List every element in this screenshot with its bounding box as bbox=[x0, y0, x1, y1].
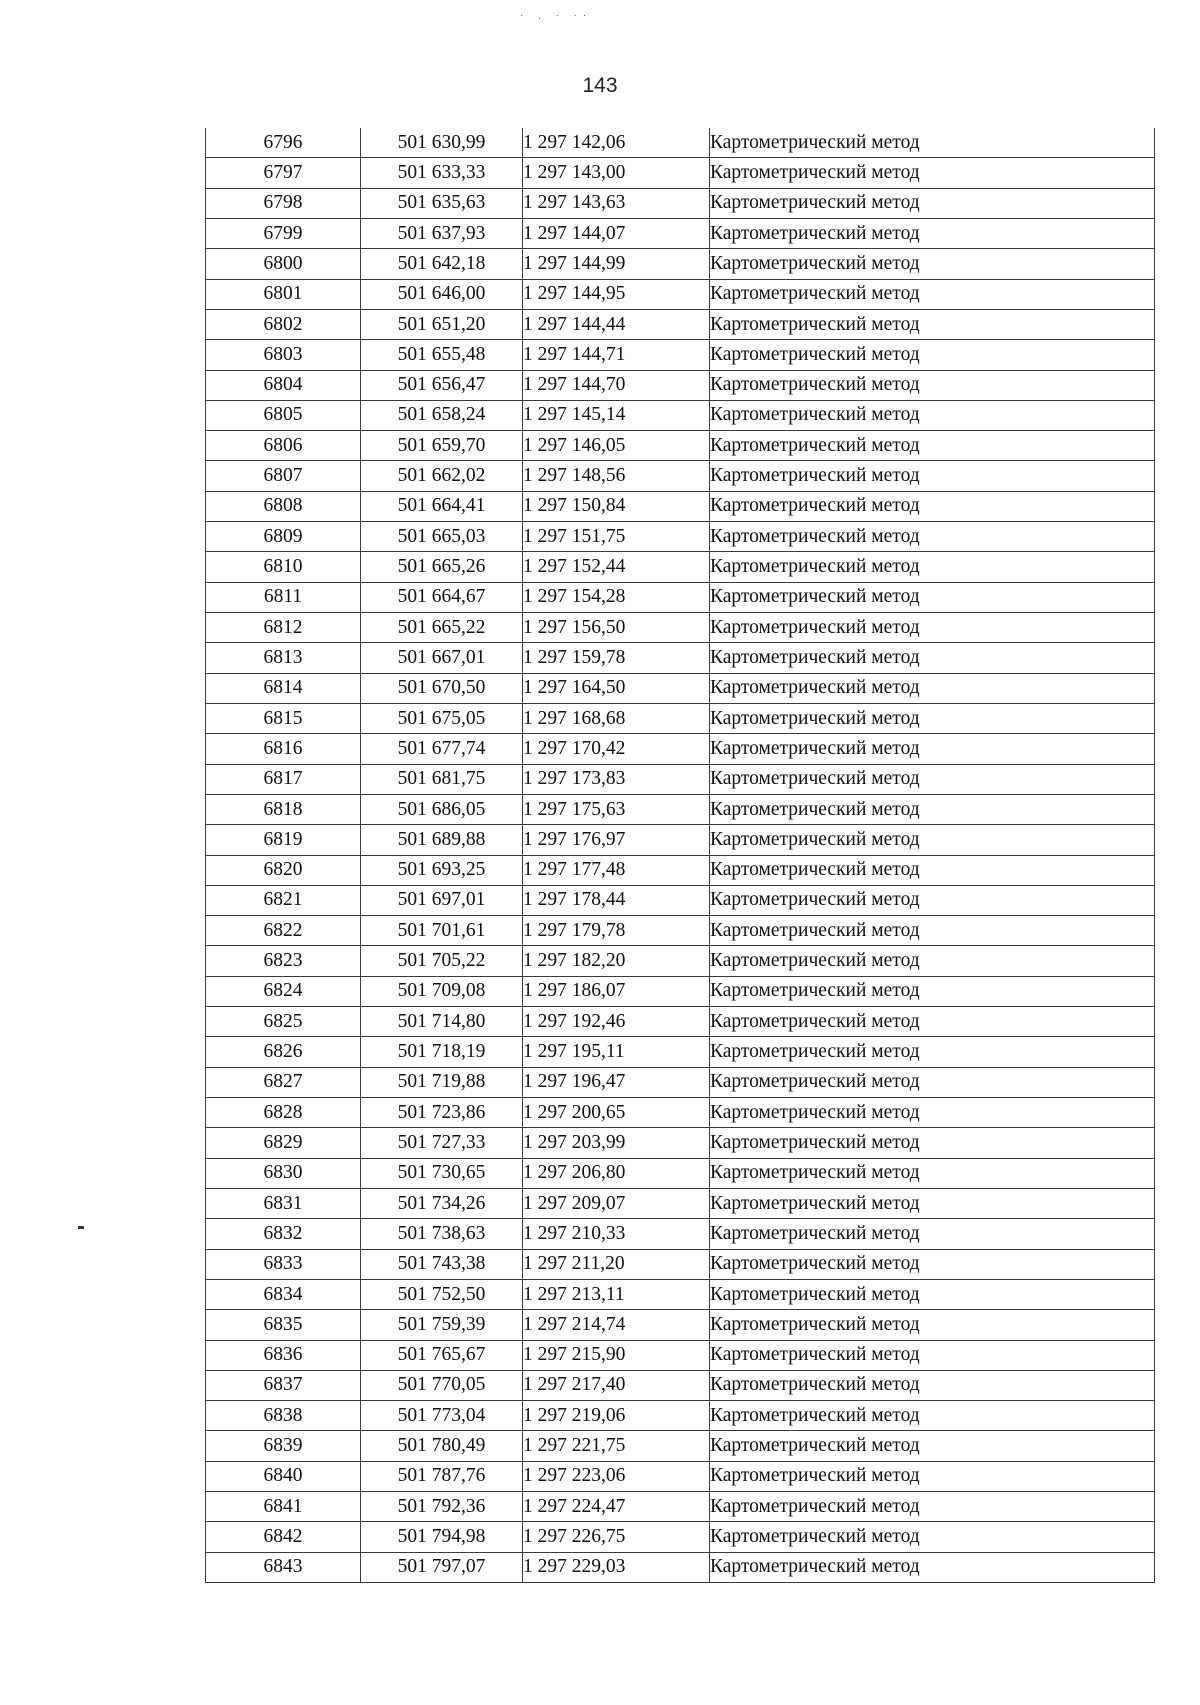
method-cell: Картометрический метод bbox=[710, 1067, 1155, 1097]
table-row bbox=[206, 400, 1155, 430]
x-coordinate-cell: 501 630,99 bbox=[361, 128, 523, 158]
table-row bbox=[206, 128, 1155, 158]
method-cell: Картометрический метод bbox=[710, 1310, 1155, 1340]
y-coordinate-cell: 1 297 144,71 bbox=[523, 340, 710, 370]
method-cell: Картометрический метод bbox=[710, 946, 1155, 976]
x-coordinate-cell: 501 670,50 bbox=[361, 673, 523, 703]
method-cell: Картометрический метод bbox=[710, 825, 1155, 855]
table-row bbox=[206, 370, 1155, 400]
point-number-cell: 6821 bbox=[206, 885, 361, 915]
method-cell: Картометрический метод bbox=[710, 855, 1155, 885]
x-coordinate-cell: 501 635,63 bbox=[361, 188, 523, 218]
method-cell: Картометрический метод bbox=[710, 400, 1155, 430]
x-coordinate-cell: 501 709,08 bbox=[361, 976, 523, 1006]
point-number-cell: 6820 bbox=[206, 855, 361, 885]
x-coordinate-cell: 501 752,50 bbox=[361, 1279, 523, 1309]
method-cell: Картометрический метод bbox=[710, 1370, 1155, 1400]
table-row bbox=[206, 279, 1155, 309]
scan-mark bbox=[78, 1226, 84, 1229]
x-coordinate-cell: 501 675,05 bbox=[361, 703, 523, 733]
point-number-cell: 6817 bbox=[206, 764, 361, 794]
point-number-cell: 6830 bbox=[206, 1158, 361, 1188]
table-row bbox=[206, 1310, 1155, 1340]
x-coordinate-cell: 501 701,61 bbox=[361, 916, 523, 946]
y-coordinate-cell: 1 297 168,68 bbox=[523, 703, 710, 733]
table-row bbox=[206, 946, 1155, 976]
x-coordinate-cell: 501 719,88 bbox=[361, 1067, 523, 1097]
point-number-cell: 6798 bbox=[206, 188, 361, 218]
x-coordinate-cell: 501 759,39 bbox=[361, 1310, 523, 1340]
method-cell: Картометрический метод bbox=[710, 1522, 1155, 1552]
point-number-cell: 6810 bbox=[206, 552, 361, 582]
point-number-cell: 6843 bbox=[206, 1552, 361, 1582]
x-coordinate-cell: 501 734,26 bbox=[361, 1188, 523, 1218]
page-number: 143 bbox=[582, 74, 618, 97]
x-coordinate-cell: 501 659,70 bbox=[361, 431, 523, 461]
x-coordinate-cell: 501 686,05 bbox=[361, 794, 523, 824]
table-row bbox=[206, 582, 1155, 612]
method-cell: Картометрический метод bbox=[710, 249, 1155, 279]
method-cell: Картометрический метод bbox=[710, 976, 1155, 1006]
point-number-cell: 6822 bbox=[206, 916, 361, 946]
y-coordinate-cell: 1 297 151,75 bbox=[523, 522, 710, 552]
method-cell: Картометрический метод bbox=[710, 279, 1155, 309]
method-cell: Картометрический метод bbox=[710, 522, 1155, 552]
table-row bbox=[206, 188, 1155, 218]
y-coordinate-cell: 1 297 150,84 bbox=[523, 491, 710, 521]
table-row bbox=[206, 1401, 1155, 1431]
y-coordinate-cell: 1 297 164,50 bbox=[523, 673, 710, 703]
method-cell: Картометрический метод bbox=[710, 128, 1155, 158]
table-row bbox=[206, 885, 1155, 915]
y-coordinate-cell: 1 297 176,97 bbox=[523, 825, 710, 855]
table-row bbox=[206, 1007, 1155, 1037]
point-number-cell: 6833 bbox=[206, 1249, 361, 1279]
y-coordinate-cell: 1 297 196,47 bbox=[523, 1067, 710, 1097]
x-coordinate-cell: 501 667,01 bbox=[361, 643, 523, 673]
x-coordinate-cell: 501 655,48 bbox=[361, 340, 523, 370]
method-cell: Картометрический метод bbox=[710, 885, 1155, 915]
table-row bbox=[206, 1098, 1155, 1128]
method-cell: Картометрический метод bbox=[710, 1188, 1155, 1218]
table-row bbox=[206, 1128, 1155, 1158]
y-coordinate-cell: 1 297 200,65 bbox=[523, 1098, 710, 1128]
table-row bbox=[206, 1279, 1155, 1309]
y-coordinate-cell: 1 297 142,06 bbox=[523, 128, 710, 158]
x-coordinate-cell: 501 765,67 bbox=[361, 1340, 523, 1370]
y-coordinate-cell: 1 297 214,74 bbox=[523, 1310, 710, 1340]
table-row bbox=[206, 1552, 1155, 1582]
y-coordinate-cell: 1 297 215,90 bbox=[523, 1340, 710, 1370]
y-coordinate-cell: 1 297 192,46 bbox=[523, 1007, 710, 1037]
coordinates-table bbox=[205, 128, 1155, 1583]
x-coordinate-cell: 501 651,20 bbox=[361, 309, 523, 339]
x-coordinate-cell: 501 792,36 bbox=[361, 1492, 523, 1522]
y-coordinate-cell: 1 297 209,07 bbox=[523, 1188, 710, 1218]
table-row bbox=[206, 1522, 1155, 1552]
method-cell: Картометрический метод bbox=[710, 1128, 1155, 1158]
point-number-cell: 6806 bbox=[206, 431, 361, 461]
point-number-cell: 6808 bbox=[206, 491, 361, 521]
method-cell: Картометрический метод bbox=[710, 461, 1155, 491]
x-coordinate-cell: 501 773,04 bbox=[361, 1401, 523, 1431]
x-coordinate-cell: 501 689,88 bbox=[361, 825, 523, 855]
table-row bbox=[206, 1158, 1155, 1188]
y-coordinate-cell: 1 297 144,07 bbox=[523, 218, 710, 248]
point-number-cell: 6812 bbox=[206, 613, 361, 643]
y-coordinate-cell: 1 297 210,33 bbox=[523, 1219, 710, 1249]
y-coordinate-cell: 1 297 182,20 bbox=[523, 946, 710, 976]
point-number-cell: 6829 bbox=[206, 1128, 361, 1158]
table-row bbox=[206, 1431, 1155, 1461]
method-cell: Картометрический метод bbox=[710, 1461, 1155, 1491]
point-number-cell: 6796 bbox=[206, 128, 361, 158]
y-coordinate-cell: 1 297 146,05 bbox=[523, 431, 710, 461]
point-number-cell: 6841 bbox=[206, 1492, 361, 1522]
point-number-cell: 6838 bbox=[206, 1401, 361, 1431]
table-row bbox=[206, 794, 1155, 824]
x-coordinate-cell: 501 787,76 bbox=[361, 1461, 523, 1491]
table-row bbox=[206, 249, 1155, 279]
y-coordinate-cell: 1 297 175,63 bbox=[523, 794, 710, 824]
point-number-cell: 6816 bbox=[206, 734, 361, 764]
point-number-cell: 6842 bbox=[206, 1522, 361, 1552]
method-cell: Картометрический метод bbox=[710, 1279, 1155, 1309]
method-cell: Картометрический метод bbox=[710, 1431, 1155, 1461]
y-coordinate-cell: 1 297 156,50 bbox=[523, 613, 710, 643]
scan-specks: ˙ · ˙ ˙˙ bbox=[520, 14, 593, 25]
x-coordinate-cell: 501 718,19 bbox=[361, 1037, 523, 1067]
method-cell: Картометрический метод bbox=[710, 309, 1155, 339]
method-cell: Картометрический метод bbox=[710, 1249, 1155, 1279]
method-cell: Картометрический метод bbox=[710, 218, 1155, 248]
point-number-cell: 6839 bbox=[206, 1431, 361, 1461]
y-coordinate-cell: 1 297 173,83 bbox=[523, 764, 710, 794]
point-number-cell: 6827 bbox=[206, 1067, 361, 1097]
method-cell: Картометрический метод bbox=[710, 916, 1155, 946]
x-coordinate-cell: 501 723,86 bbox=[361, 1098, 523, 1128]
method-cell: Картометрический метод bbox=[710, 794, 1155, 824]
y-coordinate-cell: 1 297 152,44 bbox=[523, 552, 710, 582]
point-number-cell: 6815 bbox=[206, 703, 361, 733]
point-number-cell: 6803 bbox=[206, 340, 361, 370]
point-number-cell: 6799 bbox=[206, 218, 361, 248]
point-number-cell: 6809 bbox=[206, 522, 361, 552]
method-cell: Картометрический метод bbox=[710, 1037, 1155, 1067]
table-row bbox=[206, 1037, 1155, 1067]
x-coordinate-cell: 501 780,49 bbox=[361, 1431, 523, 1461]
method-cell: Картометрический метод bbox=[710, 1340, 1155, 1370]
y-coordinate-cell: 1 297 179,78 bbox=[523, 916, 710, 946]
y-coordinate-cell: 1 297 211,20 bbox=[523, 1249, 710, 1279]
table-row bbox=[206, 613, 1155, 643]
y-coordinate-cell: 1 297 186,07 bbox=[523, 976, 710, 1006]
y-coordinate-cell: 1 297 226,75 bbox=[523, 1522, 710, 1552]
method-cell: Картометрический метод bbox=[710, 1492, 1155, 1522]
method-cell: Картометрический метод bbox=[710, 673, 1155, 703]
coordinates-table-container bbox=[205, 128, 1154, 1583]
x-coordinate-cell: 501 656,47 bbox=[361, 370, 523, 400]
point-number-cell: 6832 bbox=[206, 1219, 361, 1249]
x-coordinate-cell: 501 681,75 bbox=[361, 764, 523, 794]
point-number-cell: 6814 bbox=[206, 673, 361, 703]
table-row bbox=[206, 431, 1155, 461]
point-number-cell: 6819 bbox=[206, 825, 361, 855]
table-row bbox=[206, 522, 1155, 552]
x-coordinate-cell: 501 662,02 bbox=[361, 461, 523, 491]
y-coordinate-cell: 1 297 154,28 bbox=[523, 582, 710, 612]
method-cell: Картометрический метод bbox=[710, 734, 1155, 764]
x-coordinate-cell: 501 770,05 bbox=[361, 1370, 523, 1400]
table-row bbox=[206, 764, 1155, 794]
method-cell: Картометрический метод bbox=[710, 1552, 1155, 1582]
method-cell: Картометрический метод bbox=[710, 158, 1155, 188]
point-number-cell: 6800 bbox=[206, 249, 361, 279]
table-row bbox=[206, 461, 1155, 491]
method-cell: Картометрический метод bbox=[710, 491, 1155, 521]
table-row bbox=[206, 1340, 1155, 1370]
table-row bbox=[206, 1219, 1155, 1249]
table-row bbox=[206, 491, 1155, 521]
x-coordinate-cell: 501 697,01 bbox=[361, 885, 523, 915]
method-cell: Картометрический метод bbox=[710, 643, 1155, 673]
point-number-cell: 6801 bbox=[206, 279, 361, 309]
table-row bbox=[206, 1370, 1155, 1400]
table-row bbox=[206, 734, 1155, 764]
table-row bbox=[206, 855, 1155, 885]
point-number-cell: 6807 bbox=[206, 461, 361, 491]
point-number-cell: 6840 bbox=[206, 1461, 361, 1491]
method-cell: Картометрический метод bbox=[710, 1401, 1155, 1431]
x-coordinate-cell: 501 730,65 bbox=[361, 1158, 523, 1188]
y-coordinate-cell: 1 297 203,99 bbox=[523, 1128, 710, 1158]
y-coordinate-cell: 1 297 148,56 bbox=[523, 461, 710, 491]
method-cell: Картометрический метод bbox=[710, 582, 1155, 612]
table-row bbox=[206, 673, 1155, 703]
x-coordinate-cell: 501 658,24 bbox=[361, 400, 523, 430]
y-coordinate-cell: 1 297 213,11 bbox=[523, 1279, 710, 1309]
x-coordinate-cell: 501 797,07 bbox=[361, 1552, 523, 1582]
y-coordinate-cell: 1 297 206,80 bbox=[523, 1158, 710, 1188]
method-cell: Картометрический метод bbox=[710, 431, 1155, 461]
x-coordinate-cell: 501 665,26 bbox=[361, 552, 523, 582]
y-coordinate-cell: 1 297 145,14 bbox=[523, 400, 710, 430]
x-coordinate-cell: 501 677,74 bbox=[361, 734, 523, 764]
table-row bbox=[206, 1249, 1155, 1279]
y-coordinate-cell: 1 297 159,78 bbox=[523, 643, 710, 673]
x-coordinate-cell: 501 664,41 bbox=[361, 491, 523, 521]
y-coordinate-cell: 1 297 144,70 bbox=[523, 370, 710, 400]
point-number-cell: 6805 bbox=[206, 400, 361, 430]
x-coordinate-cell: 501 665,22 bbox=[361, 613, 523, 643]
table-row bbox=[206, 1461, 1155, 1491]
x-coordinate-cell: 501 693,25 bbox=[361, 855, 523, 885]
x-coordinate-cell: 501 705,22 bbox=[361, 946, 523, 976]
method-cell: Картометрический метод bbox=[710, 188, 1155, 218]
y-coordinate-cell: 1 297 195,11 bbox=[523, 1037, 710, 1067]
table-row bbox=[206, 976, 1155, 1006]
point-number-cell: 6825 bbox=[206, 1007, 361, 1037]
table-row bbox=[206, 1067, 1155, 1097]
y-coordinate-cell: 1 297 224,47 bbox=[523, 1492, 710, 1522]
y-coordinate-cell: 1 297 143,00 bbox=[523, 158, 710, 188]
y-coordinate-cell: 1 297 144,99 bbox=[523, 249, 710, 279]
x-coordinate-cell: 501 794,98 bbox=[361, 1522, 523, 1552]
y-coordinate-cell: 1 297 178,44 bbox=[523, 885, 710, 915]
x-coordinate-cell: 501 727,33 bbox=[361, 1128, 523, 1158]
x-coordinate-cell: 501 738,63 bbox=[361, 1219, 523, 1249]
point-number-cell: 6834 bbox=[206, 1279, 361, 1309]
method-cell: Картометрический метод bbox=[710, 552, 1155, 582]
method-cell: Картометрический метод bbox=[710, 613, 1155, 643]
y-coordinate-cell: 1 297 223,06 bbox=[523, 1461, 710, 1491]
x-coordinate-cell: 501 646,00 bbox=[361, 279, 523, 309]
method-cell: Картометрический метод bbox=[710, 1007, 1155, 1037]
point-number-cell: 6837 bbox=[206, 1370, 361, 1400]
y-coordinate-cell: 1 297 144,44 bbox=[523, 309, 710, 339]
y-coordinate-cell: 1 297 170,42 bbox=[523, 734, 710, 764]
method-cell: Картометрический метод bbox=[710, 1158, 1155, 1188]
y-coordinate-cell: 1 297 217,40 bbox=[523, 1370, 710, 1400]
method-cell: Картометрический метод bbox=[710, 1219, 1155, 1249]
point-number-cell: 6811 bbox=[206, 582, 361, 612]
table-row bbox=[206, 1188, 1155, 1218]
method-cell: Картометрический метод bbox=[710, 703, 1155, 733]
table-row bbox=[206, 158, 1155, 188]
y-coordinate-cell: 1 297 229,03 bbox=[523, 1552, 710, 1582]
y-coordinate-cell: 1 297 219,06 bbox=[523, 1401, 710, 1431]
x-coordinate-cell: 501 642,18 bbox=[361, 249, 523, 279]
point-number-cell: 6797 bbox=[206, 158, 361, 188]
x-coordinate-cell: 501 664,67 bbox=[361, 582, 523, 612]
point-number-cell: 6828 bbox=[206, 1098, 361, 1128]
x-coordinate-cell: 501 637,93 bbox=[361, 218, 523, 248]
point-number-cell: 6835 bbox=[206, 1310, 361, 1340]
x-coordinate-cell: 501 633,33 bbox=[361, 158, 523, 188]
method-cell: Картометрический метод bbox=[710, 370, 1155, 400]
point-number-cell: 6823 bbox=[206, 946, 361, 976]
method-cell: Картометрический метод bbox=[710, 340, 1155, 370]
y-coordinate-cell: 1 297 143,63 bbox=[523, 188, 710, 218]
point-number-cell: 6836 bbox=[206, 1340, 361, 1370]
point-number-cell: 6831 bbox=[206, 1188, 361, 1218]
table-row bbox=[206, 218, 1155, 248]
table-row bbox=[206, 916, 1155, 946]
y-coordinate-cell: 1 297 144,95 bbox=[523, 279, 710, 309]
point-number-cell: 6804 bbox=[206, 370, 361, 400]
table-row bbox=[206, 340, 1155, 370]
point-number-cell: 6818 bbox=[206, 794, 361, 824]
table-row bbox=[206, 643, 1155, 673]
x-coordinate-cell: 501 665,03 bbox=[361, 522, 523, 552]
x-coordinate-cell: 501 714,80 bbox=[361, 1007, 523, 1037]
point-number-cell: 6824 bbox=[206, 976, 361, 1006]
table-row bbox=[206, 309, 1155, 339]
table-row bbox=[206, 552, 1155, 582]
y-coordinate-cell: 1 297 221,75 bbox=[523, 1431, 710, 1461]
method-cell: Картометрический метод bbox=[710, 1098, 1155, 1128]
point-number-cell: 6802 bbox=[206, 309, 361, 339]
point-number-cell: 6813 bbox=[206, 643, 361, 673]
table-row bbox=[206, 1492, 1155, 1522]
point-number-cell: 6826 bbox=[206, 1037, 361, 1067]
coordinates-table-body bbox=[206, 128, 1155, 1583]
method-cell: Картометрический метод bbox=[710, 764, 1155, 794]
table-row bbox=[206, 825, 1155, 855]
x-coordinate-cell: 501 743,38 bbox=[361, 1249, 523, 1279]
y-coordinate-cell: 1 297 177,48 bbox=[523, 855, 710, 885]
table-row bbox=[206, 703, 1155, 733]
